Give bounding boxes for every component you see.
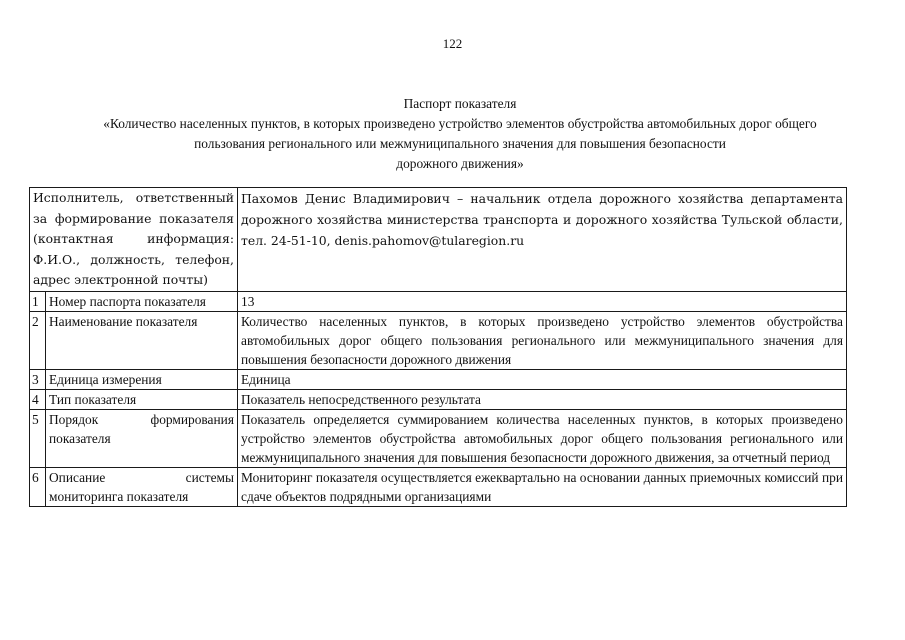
row-number: 1 [30,291,46,311]
table-row [30,369,847,389]
indicator-title-line-3: дорожного движения» [396,156,524,171]
passport-title: Паспорт показателя [403,96,517,111]
row-number: 2 [30,311,46,369]
table-row [30,467,847,506]
row-number: 4 [30,389,46,409]
indicator-title-line-1: «Количество населенных пунктов, в которых произведено устройство элементов обустройства автомобильных дорог общего [103,116,817,131]
passport-table [29,187,847,507]
document-header [40,94,880,174]
row-label: Описание системы мониторинга показателя [46,467,238,506]
row-number: 5 [30,409,46,467]
row-value: 13 [238,291,847,311]
contact-label: Исполнитель, ответственный за формирование показателя (контактная информация: Ф.И.О., должность, телефон, адрес электронной почты) [30,188,238,292]
row-label: Наименование показателя [46,311,238,369]
row-label: Порядок формирования показателя [46,409,238,467]
row-value: Единица [238,369,847,389]
row-value: Количество населенных пунктов, в которых произведено устройство элементов обустройства автомобильных дорог общего пользования регионального или межмуниципального значения для повышения безопасности дорожного движения [238,311,847,369]
indicator-title-line-2: пользования регионального или межмуниципального значения для повышения безопасности [194,136,726,151]
table-row [30,409,847,467]
table-row [30,389,847,409]
row-value: Показатель непосредственного результата [238,389,847,409]
row-label: Тип показателя [46,389,238,409]
row-label: Номер паспорта показателя [46,291,238,311]
row-number: 6 [30,467,46,506]
contact-value: Пахомов Денис Владимирович – начальник отдела дорожного хозяйства департамента дорожного хозяйства министерства транспорта и дорожного хозяйства Тульской области, тел. 24-51-10, denis.pahomov@tularegion.ru [238,188,847,292]
table-row-contact [30,188,847,292]
row-value: Показатель определяется суммированием количества населенных пунктов, в которых произведено устройство элементов обустройства автомобильных дорог общего пользования регионального или межмуниципального значения для повышения безопасности дорожного движения, за отчетный период [238,409,847,467]
table-row [30,291,847,311]
page-number: 122 [442,36,463,51]
row-label: Единица измерения [46,369,238,389]
table-row [30,311,847,369]
row-number: 3 [30,369,46,389]
row-value: Мониторинг показателя осуществляется ежеквартально на основании данных приемочных комиссий при сдаче объектов подрядными организациями [238,467,847,506]
